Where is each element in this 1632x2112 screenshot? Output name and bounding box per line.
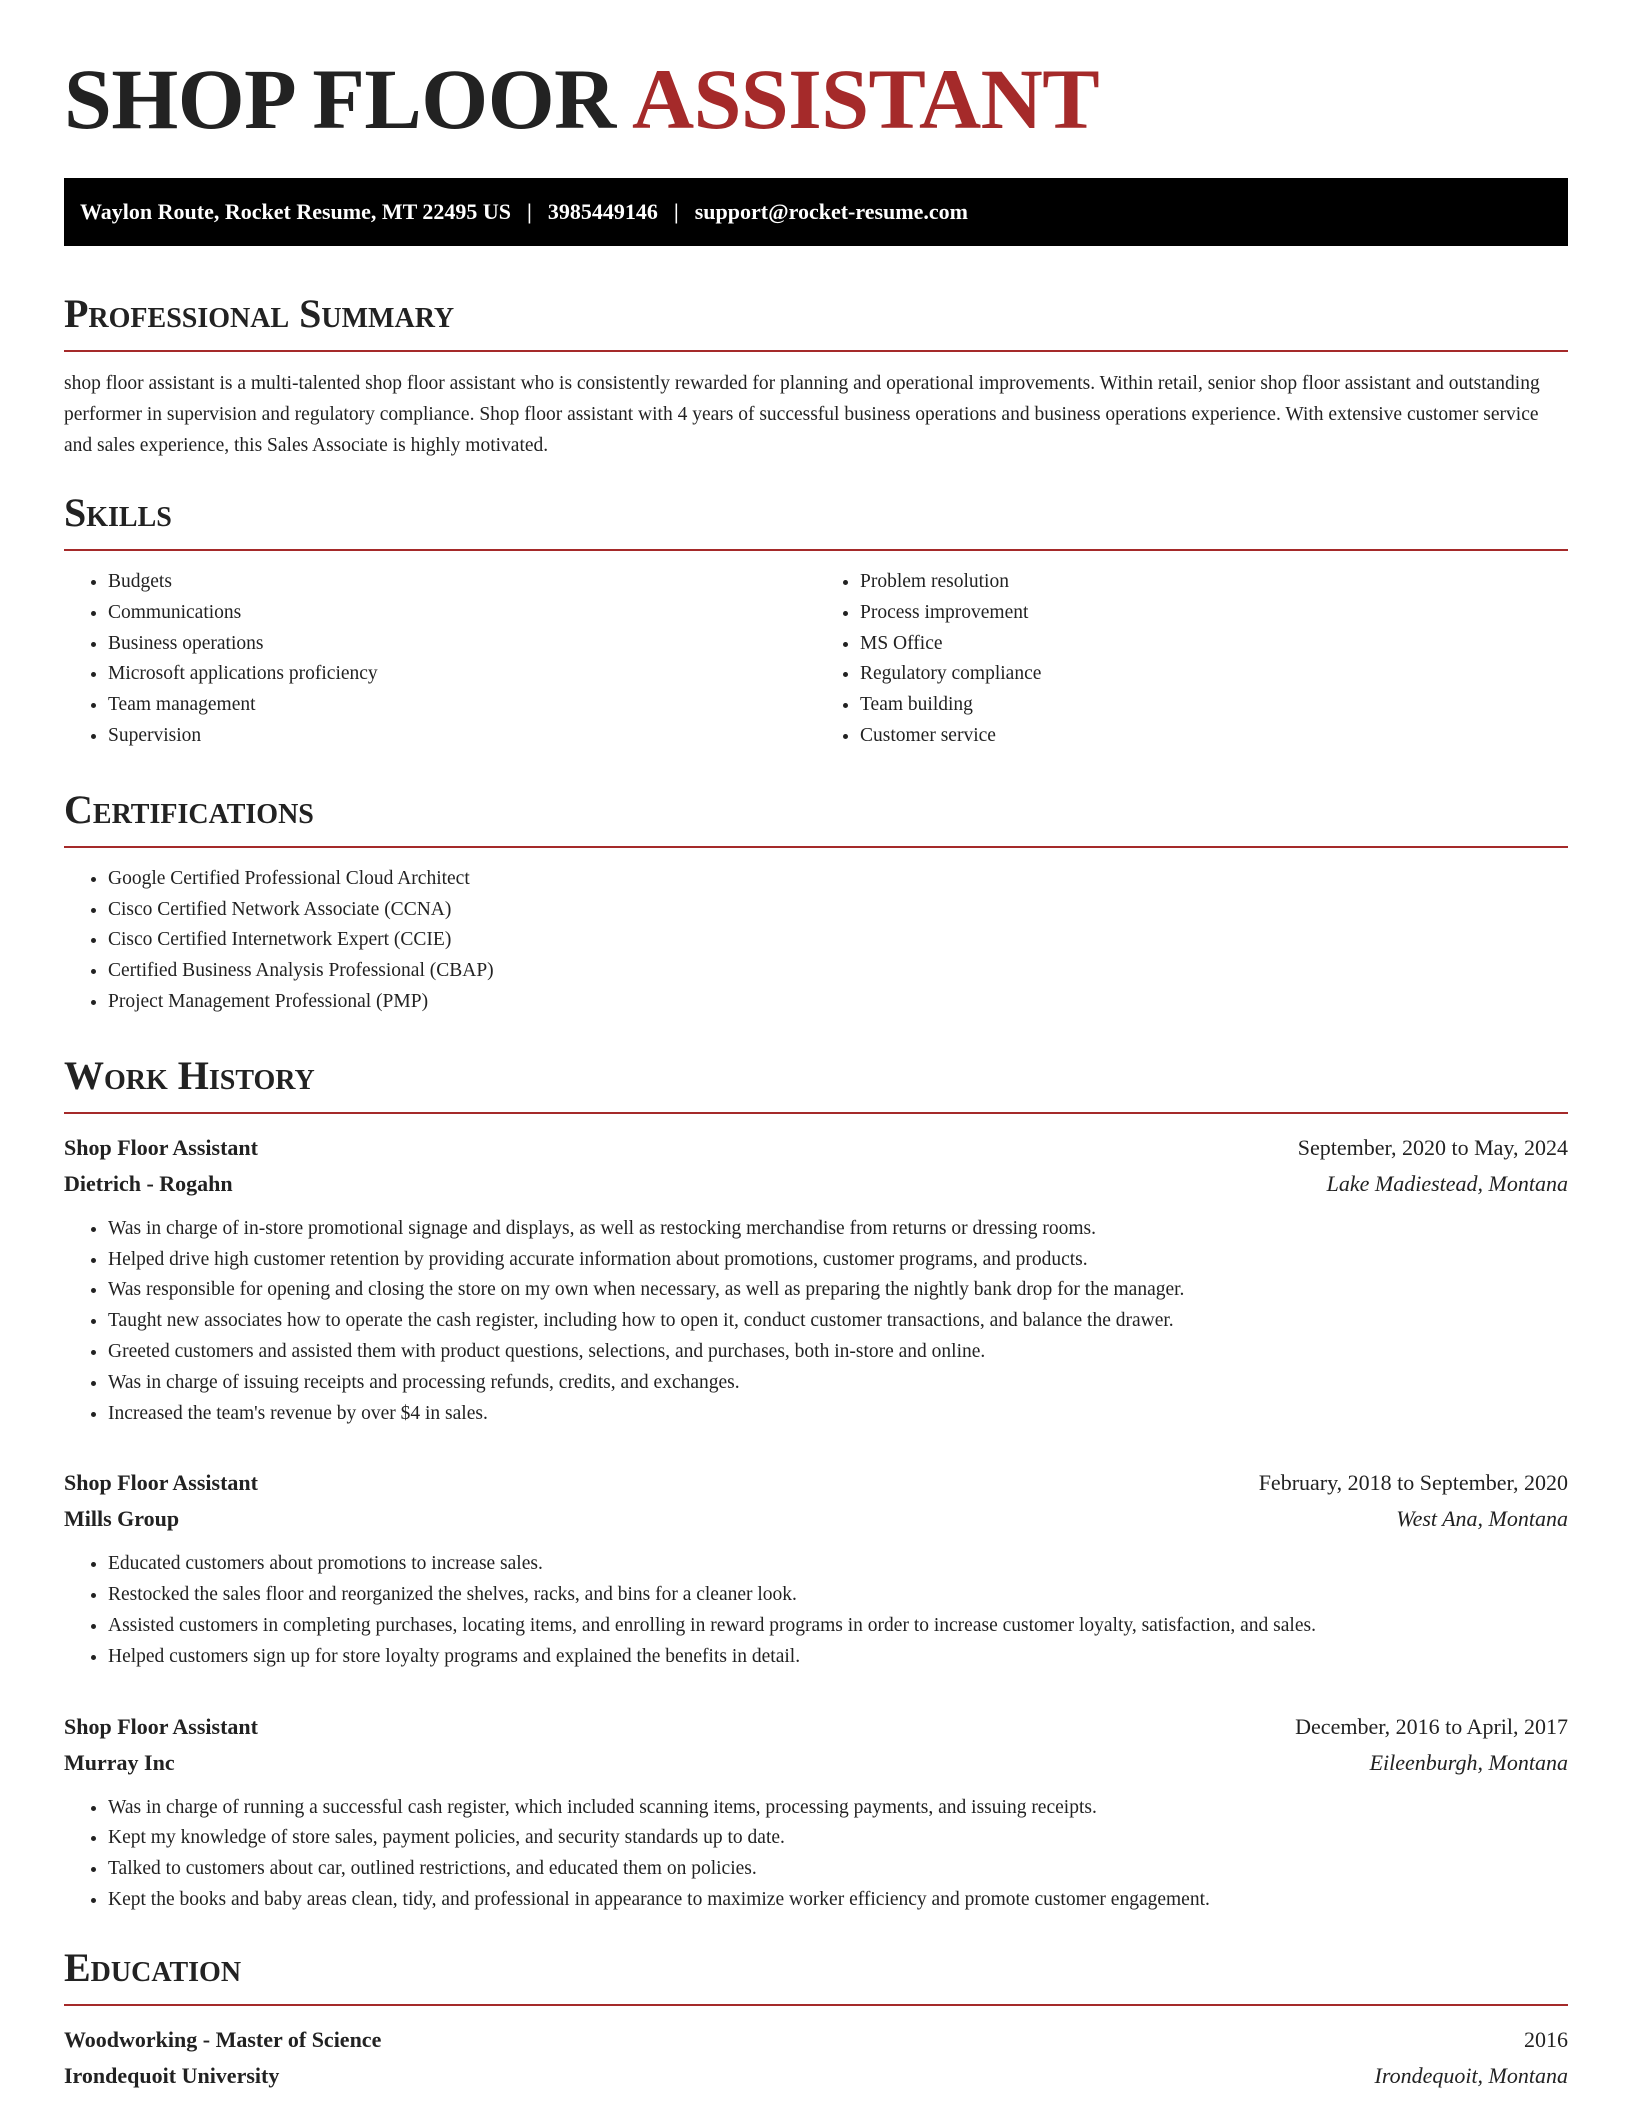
skills-section [64,489,1568,752]
education-section [64,1944,1568,2094]
job-duty: • Was in charge of in-store promotional signage and displays, as well as restocking merchandise from returns or dressing rooms. [108,1214,1568,1245]
job-company: Dietrich - Rogahn [64,1170,233,1196]
job-entry [64,1709,1568,1916]
contact-phone[interactable]: 3985449146 [547,199,658,224]
skill-item: • Business operations [108,629,816,660]
job-duties-list [64,1793,1568,1916]
contact-separator: | [527,199,532,224]
skills-list-left [64,567,816,752]
section-heading: Work History [64,1052,315,1098]
job-location: Lake Madiestead, Montana [1326,1170,1568,1196]
job-duty: • Restocked the sales floor and reorganized the shelves, racks, and bins for a cleaner look. [108,1580,1568,1611]
job-header-row [64,1465,1568,1501]
certifications-list [64,864,1568,1018]
skills-column-left [64,567,816,752]
contact-bar [64,178,1568,246]
job-dates: February, 2018 to September, 2020 [1258,1470,1568,1496]
job-duty: • Assisted customers in completing purchases, locating items, and enrolling in reward programs in order to increase customer loyalty, satisfaction, and sales. [108,1611,1568,1642]
skill-item: • Budgets [108,567,816,598]
certification-item: • Cisco Certified Internetwork Expert (CCIE) [108,925,1568,956]
education-school: Irondequoit University [64,2062,280,2088]
job-duty: • Kept my knowledge of store sales, payment policies, and security standards up to date. [108,1823,1568,1854]
section-divider [64,846,1568,848]
education-location: Irondequoit, Montana [1374,2062,1568,2088]
job-entry [64,1130,1568,1430]
section-heading: Professional Summary [64,291,455,336]
job-duty: • Helped drive high customer retention by providing accurate information about promotions, customer programs, and products. [108,1245,1568,1276]
job-duty: • Talked to customers about car, outlined restrictions, and educated them on policies. [108,1854,1568,1885]
skill-item: • Process improvement [860,598,1568,629]
certifications-section [64,786,1568,1018]
job-duty: • Was in charge of issuing receipts and processing refunds, credits, and exchanges. [108,1368,1568,1399]
skill-item: • Communications [108,598,816,629]
education-entry [64,2022,1568,2094]
skill-item: • Problem resolution [860,567,1568,598]
job-header-row [64,1130,1568,1166]
section-heading: Certifications [64,786,314,832]
skills-column-right [816,567,1568,752]
section-heading: Education [64,1944,242,1990]
job-duty: • Increased the team's revenue by over $4 in sales. [108,1399,1568,1430]
job-duty: • Kept the books and baby areas clean, tidy, and professional in appearance to maximize worker efficiency and promote customer engagement. [108,1885,1568,1916]
summary-section [64,290,1568,461]
section-divider [64,350,1568,352]
section-divider [64,549,1568,551]
skill-item: • Customer service [860,721,1568,752]
job-location: West Ana, Montana [1396,1506,1568,1532]
education-header-row [64,2022,1568,2058]
section-heading: Skills [64,490,172,535]
page-title [64,51,1568,147]
job-company-row [64,1166,1568,1202]
job-dates: September, 2020 to May, 2024 [1297,1134,1568,1160]
section-divider [64,1112,1568,1114]
job-title: Shop Floor Assistant [64,1713,258,1739]
job-company: Mills Group [64,1506,180,1532]
job-duty: • Educated customers about promotions to increase sales. [108,1549,1568,1580]
job-duty: • Helped customers sign up for store loyalty programs and explained the benefits in detail. [108,1642,1568,1673]
skills-grid [64,567,1568,752]
job-location: Eileenburgh, Montana [1369,1749,1568,1775]
job-duties-list [64,1214,1568,1430]
education-school-row [64,2058,1568,2094]
certification-item: • Project Management Professional (PMP) [108,987,1568,1018]
certification-item: • Google Certified Professional Cloud Architect [108,864,1568,895]
job-company: Murray Inc [64,1749,175,1775]
skill-item: • Team building [860,690,1568,721]
job-duty: • Taught new associates how to operate the cash register, including how to open it, conduct customer transactions, and balance the drawer. [108,1306,1568,1337]
work-history-section [64,1052,1568,1916]
title-primary: SHOP FLOOR [64,51,616,147]
contact-email[interactable]: support@rocket-resume.com [694,199,968,224]
job-company-row [64,1501,1568,1537]
contact-address: Waylon Route, Rocket Resume, MT 22495 US [80,199,512,224]
job-duties-list [64,1549,1568,1672]
summary-text: shop floor assistant is a multi-talented shop floor assistant who is consistently rewarded for planning and operational improvements. Within retail, senior shop floor assistant and outstanding performer in supervision and regulatory compliance. Shop floor assistant with 4 years of successful business operations and business operations experience. With extensive customer service and sales experience, this Sales Associate is highly motivated. [64,373,1540,456]
job-title: Shop Floor Assistant [64,1134,258,1160]
skill-item: • Regulatory compliance [860,659,1568,690]
contact-separator: | [673,199,679,224]
job-header-row [64,1709,1568,1745]
skill-item: • Team management [108,690,816,721]
section-divider [64,2004,1568,2006]
job-company-row [64,1745,1568,1781]
skills-list-right [816,567,1568,752]
job-duty: • Greeted customers and assisted them with product questions, selections, and purchases, both in-store and online. [108,1337,1568,1368]
job-dates: December, 2016 to April, 2017 [1295,1713,1568,1739]
job-duty: • Was responsible for opening and closing the store on my own when necessary, as well as preparing the nightly bank drop for the manager. [108,1275,1568,1306]
education-year: 2016 [1524,2026,1568,2052]
skill-item: • Supervision [108,721,816,752]
job-entry [64,1465,1568,1672]
education-degree: Woodworking - Master of Science [64,2026,382,2052]
certification-item: • Cisco Certified Network Associate (CCNA) [108,895,1568,926]
certification-item: • Certified Business Analysis Professional (CBAP) [108,956,1568,987]
skill-item: • MS Office [860,629,1568,660]
job-title: Shop Floor Assistant [64,1470,258,1496]
job-duty: • Was in charge of running a successful cash register, which included scanning items, processing payments, and issuing receipts. [108,1793,1568,1824]
skill-item: • Microsoft applications proficiency [108,659,816,690]
title-accent: ASSISTANT [631,51,1100,147]
